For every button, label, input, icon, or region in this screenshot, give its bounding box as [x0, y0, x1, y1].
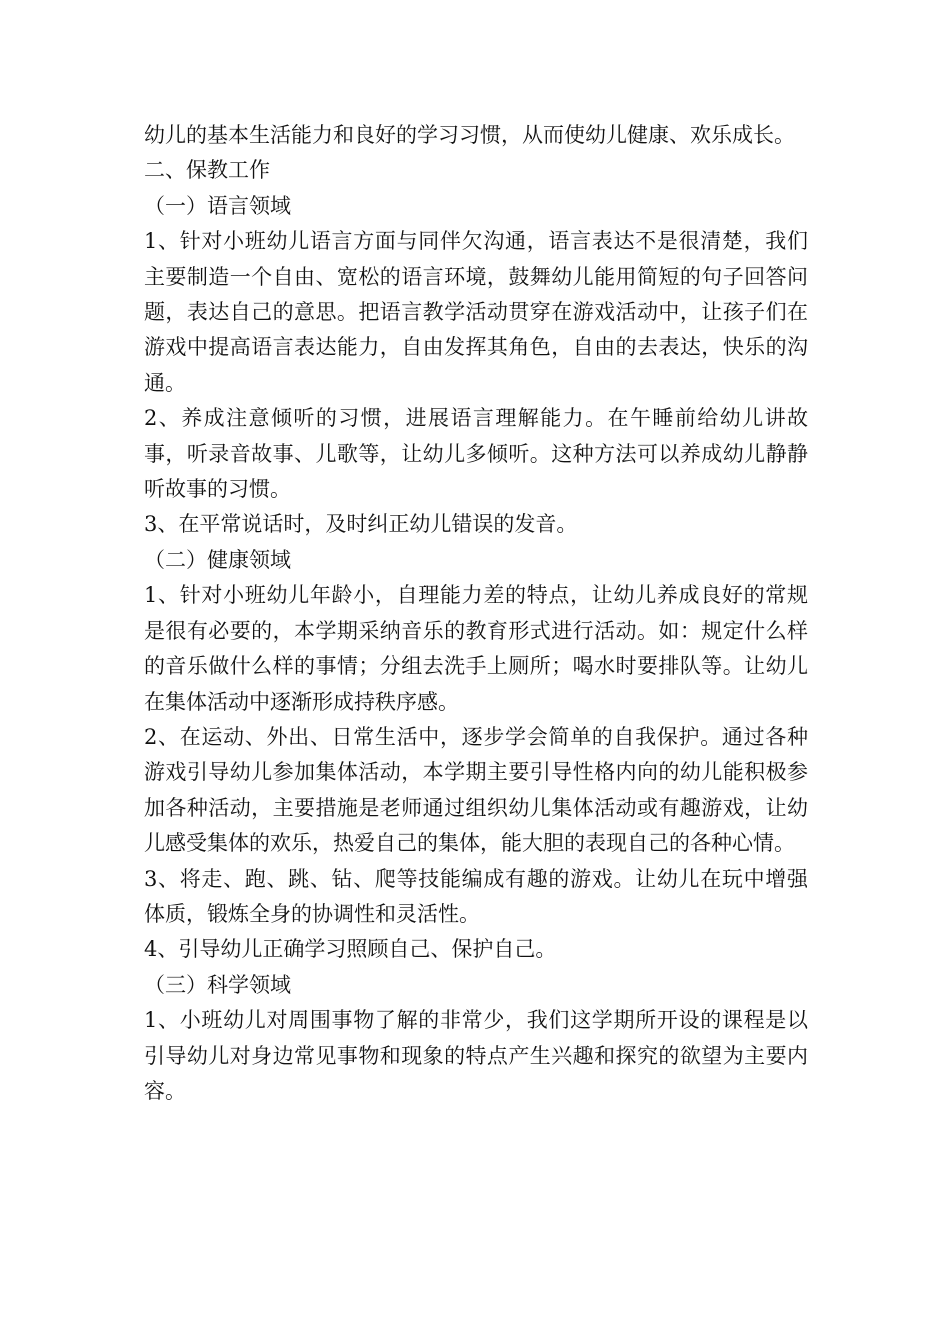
document-page [144, 118, 808, 1109]
health-item-1: 1、针对小班幼儿年龄小，自理能力差的特点，让幼儿养成良好的常规是很有必要的，本学期采纳音乐的教育形式进行活动。如：规定什么样的音乐做什么样的事情；分组去洗手上厕所；喝水时要排队等。让幼儿在集体活动中逐渐形成持秩序感。 [144, 583, 808, 714]
subheading-science-domain: （三）科学领域 [144, 972, 291, 997]
language-item-3: 3、在平常说话时，及时纠正幼儿错误的发音。 [144, 512, 578, 537]
health-item-2: 2、在运动、外出、日常生活中，逐步学会简单的自我保护。通过各种游戏引导幼儿参加集体活动，本学期主要引导性格内向的幼儿能积极参加各种活动，主要措施是老师通过组织幼儿集体活动或有趣游戏，让幼儿感受集体的欢乐，热爱自己的集体，能大胆的表现自己的各种心情。 [144, 724, 808, 856]
science-item-1: 1、小班幼儿对周围事物了解的非常少，我们这学期所开设的课程是以引导幼儿对身边常见事物和现象的特点产生兴趣和探究的欲望为主要内容。 [144, 1008, 808, 1103]
health-item-3: 3、将走、跑、跳、钻、爬等技能编成有趣的游戏。让幼儿在玩中增强体质，锻炼全身的协调性和灵活性。 [144, 866, 808, 926]
section-heading-care-education: 二、保教工作 [144, 158, 270, 183]
subheading-health-domain: （二）健康领域 [144, 547, 291, 572]
health-item-4: 4、引导幼儿正确学习照顾自己、保护自己。 [144, 937, 557, 962]
subheading-language-domain: （一）语言领域 [144, 193, 291, 218]
language-item-2: 2、养成注意倾听的习惯，进展语言理解能力。在午睡前给幼儿讲故事，听录音故事、儿歌等，让幼儿多倾听。这种方法可以养成幼儿静静听故事的习惯。 [144, 406, 808, 502]
language-item-1: 1、针对小班幼儿语言方面与同伴欠沟通，语言表达不是很清楚，我们主要制造一个自由、宽松的语言环境，鼓舞幼儿能用简短的句子回答问题，表达自己的意思。把语言教学活动贯穿在游戏活动中，让孩子们在游戏中提高语言表达能力，自由发挥其角色，自由的去表达，快乐的沟通。 [144, 229, 808, 395]
paragraph-intro-continuation: 幼儿的基本生活能力和良好的学习习惯，从而使幼儿健康、欢乐成长。 [144, 123, 795, 147]
